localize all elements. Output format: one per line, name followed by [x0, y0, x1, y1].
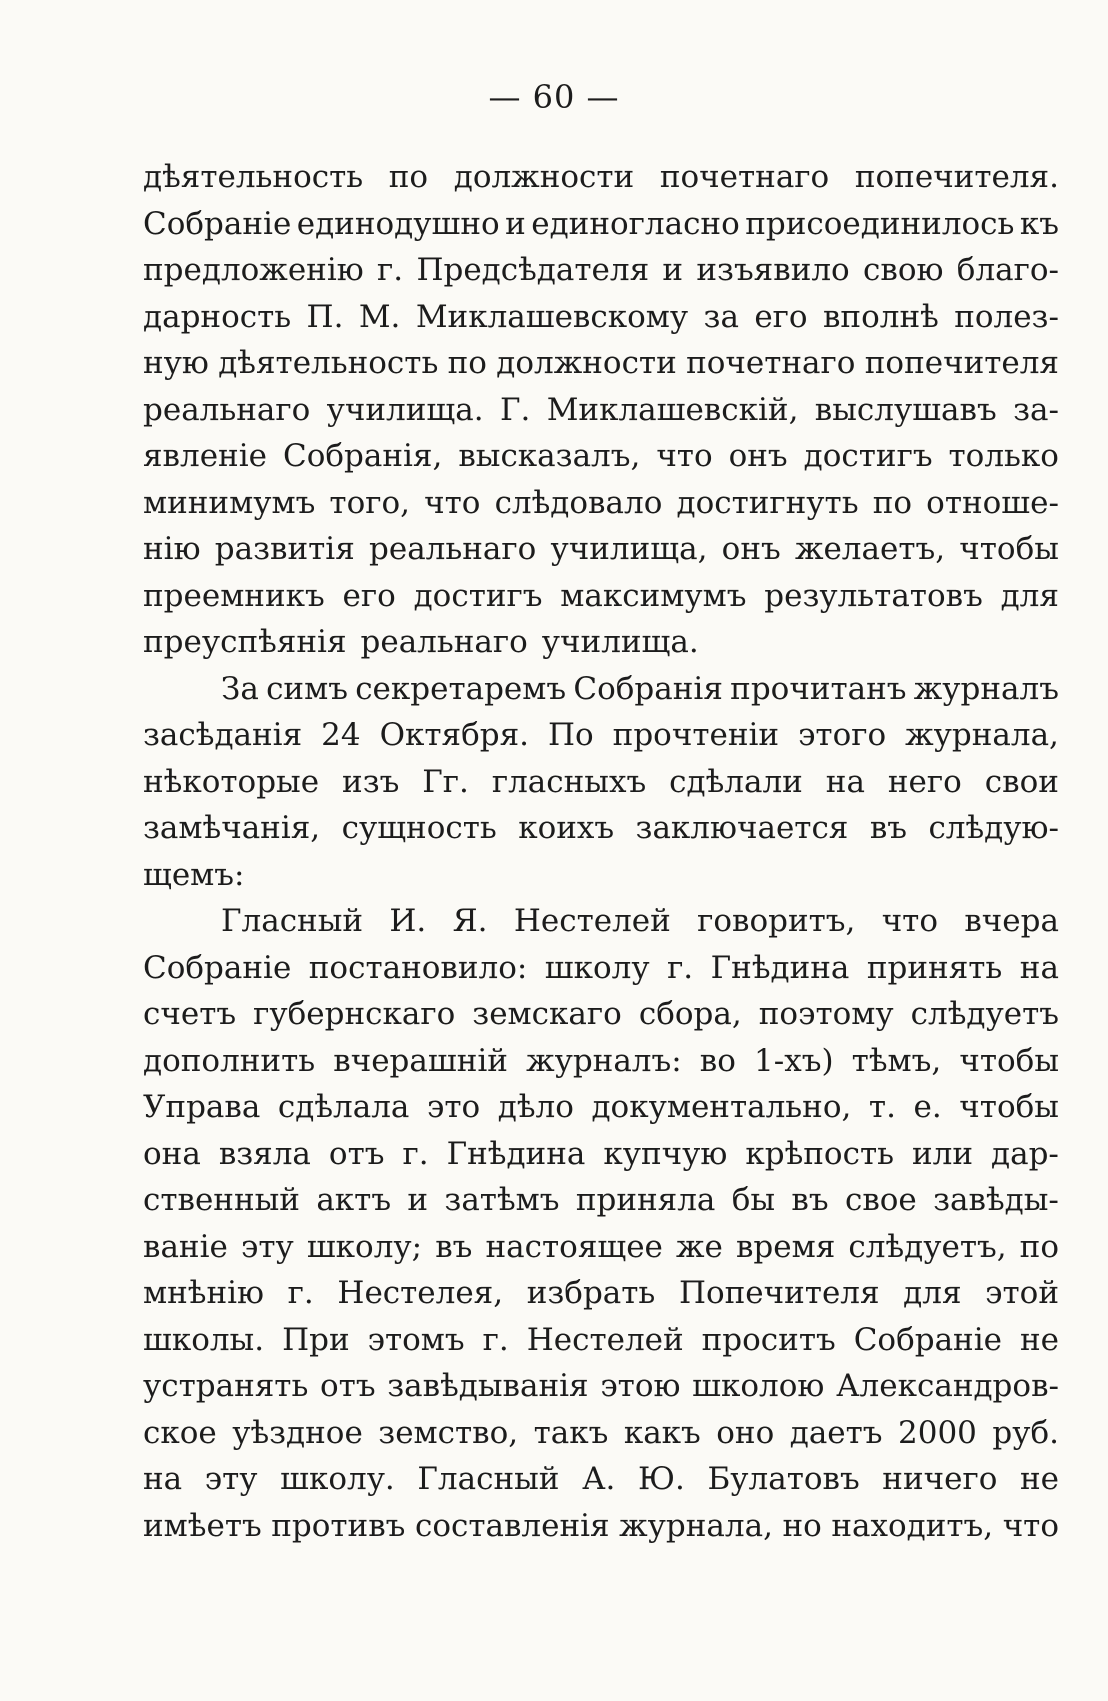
page-number: — 60 —: [488, 78, 620, 116]
text-line: [143, 1084, 1059, 1131]
word: вполнѣ: [822, 298, 939, 335]
word: на: [825, 763, 865, 800]
word: что: [424, 484, 481, 521]
word: проситъ: [701, 1321, 836, 1358]
word: крѣпость: [745, 1135, 894, 1172]
word: Собраніе: [853, 1321, 1002, 1358]
word: Собранія,: [282, 438, 443, 474]
word: выслушавъ: [814, 391, 997, 428]
word: нію: [143, 531, 201, 567]
text-line: [143, 201, 1059, 248]
word: училища.: [326, 391, 484, 428]
word: по: [872, 484, 913, 521]
word: свое: [844, 1182, 917, 1218]
word: засѣданія: [143, 717, 303, 753]
word: даетъ: [789, 1414, 883, 1451]
word: школу.: [280, 1461, 395, 1497]
word: и: [662, 252, 684, 288]
word: такъ: [533, 1414, 609, 1451]
word: на: [143, 1461, 183, 1497]
word: не: [1019, 1461, 1059, 1497]
word: сдѣлала: [277, 1089, 410, 1125]
word: достигнуть: [676, 484, 859, 521]
word: имѣетъ: [143, 1507, 262, 1544]
word: Ю.: [638, 1461, 685, 1497]
word: ничего: [882, 1461, 998, 1497]
word: А.: [582, 1461, 616, 1497]
word: онъ: [721, 531, 781, 567]
word: завѣды-: [933, 1182, 1059, 1218]
word: въ: [435, 1228, 473, 1265]
word: чтобы: [959, 1042, 1059, 1079]
word: почетнаго: [686, 345, 856, 381]
word: г.: [402, 1135, 429, 1172]
word: 2000: [898, 1414, 977, 1451]
word: единогласно: [531, 205, 740, 242]
word: по: [388, 159, 429, 195]
word: устранять: [143, 1368, 309, 1404]
word: почетнаго: [659, 159, 830, 195]
word: изъявило: [696, 252, 850, 288]
word: уѣздное: [232, 1414, 363, 1451]
word: не: [1019, 1321, 1059, 1358]
word: противъ: [271, 1507, 406, 1544]
word: Управа: [143, 1089, 261, 1125]
word: преемникъ: [143, 577, 325, 614]
word: актъ: [316, 1182, 392, 1218]
word: журналъ: [913, 670, 1059, 707]
word: реальнаго: [369, 531, 537, 567]
word: завѣдыванія: [387, 1368, 589, 1404]
word: П.: [306, 298, 344, 335]
word: слѣдовало: [494, 484, 663, 521]
word: Нестелей: [513, 903, 671, 939]
word: для: [1000, 577, 1059, 614]
word: бы: [731, 1182, 776, 1218]
word: купчую: [603, 1135, 728, 1172]
word: что: [656, 438, 713, 474]
word: результатовъ: [764, 577, 983, 614]
word: по: [447, 345, 487, 381]
word: полез-: [954, 298, 1059, 335]
word: дополнить: [143, 1042, 316, 1079]
word: единодушно: [296, 205, 500, 242]
word: секретаремъ: [355, 670, 567, 707]
word: этого: [798, 717, 887, 753]
word: для: [903, 1275, 962, 1311]
word: дарность: [143, 298, 292, 335]
word: по: [1019, 1228, 1059, 1265]
text-line: [143, 526, 1059, 573]
word: или: [911, 1135, 974, 1172]
word: мнѣнію: [143, 1275, 265, 1311]
word: Предсѣдателя: [416, 252, 650, 288]
word: свои: [984, 763, 1059, 800]
word: него: [887, 763, 962, 800]
text-line: [143, 1503, 1059, 1550]
word: симъ: [266, 670, 348, 707]
word: настоящее: [485, 1228, 663, 1265]
word: его: [754, 298, 808, 335]
word: слѣдуетъ,: [848, 1228, 1007, 1265]
word: вчера: [964, 903, 1059, 939]
word: и: [407, 1182, 429, 1218]
word: коихъ: [518, 810, 615, 846]
word: За: [221, 670, 259, 707]
text-line: [143, 247, 1059, 294]
word: изъ: [342, 763, 400, 800]
word: т.: [868, 1089, 896, 1125]
text-line: [143, 154, 1059, 201]
word: того,: [329, 484, 410, 521]
word: ваніе: [143, 1228, 228, 1265]
word: и: [505, 205, 526, 242]
word: е.: [913, 1089, 942, 1125]
word: Александров-: [836, 1368, 1059, 1404]
word: въ: [869, 810, 907, 846]
word: Попечителя: [678, 1275, 880, 1311]
text-line: [143, 619, 1059, 666]
word: Миклашевскій,: [546, 391, 799, 428]
word: Гласный: [417, 1461, 560, 1497]
word: благо-: [956, 252, 1059, 288]
word: этою: [600, 1368, 681, 1404]
word: чтобы: [959, 531, 1059, 567]
word: 1-хъ): [754, 1042, 834, 1079]
word: Миклашевскому: [415, 298, 689, 335]
word: Я.: [452, 903, 488, 939]
word: какъ: [623, 1414, 701, 1451]
word: отноше-: [926, 484, 1059, 521]
word: 24: [321, 717, 361, 753]
word: Нестелея,: [337, 1275, 504, 1311]
word: только: [948, 438, 1059, 474]
text-line: [143, 1224, 1059, 1271]
word: попечителя.: [854, 159, 1059, 195]
text-line: [143, 1456, 1059, 1503]
text-line: [143, 852, 1059, 899]
word: же: [676, 1228, 723, 1265]
word: къ: [1019, 205, 1059, 242]
word: постановило:: [308, 949, 528, 986]
word: эту: [204, 1461, 258, 1497]
text-line: [143, 294, 1059, 341]
word: И.: [389, 903, 427, 939]
word: попечителя: [864, 345, 1059, 381]
word: губернскаго: [253, 996, 456, 1032]
word: оно: [716, 1414, 775, 1451]
word: школы.: [143, 1321, 265, 1358]
word: что: [1002, 1507, 1059, 1544]
word: реальнаго: [143, 391, 311, 428]
word: минимумъ: [143, 484, 316, 521]
word: онъ: [728, 438, 788, 474]
word: избрать: [526, 1275, 656, 1311]
word: заключается: [635, 810, 849, 846]
word: тѣмъ,: [851, 1042, 942, 1079]
word: По: [547, 717, 594, 753]
text-line: [143, 1317, 1059, 1364]
word: затѣмъ: [444, 1182, 560, 1218]
word: М.: [358, 298, 401, 335]
word: это: [426, 1089, 481, 1125]
text-line: [143, 1038, 1059, 1085]
word: ское: [143, 1414, 217, 1451]
word: училища,: [550, 531, 708, 567]
text-line: [143, 666, 1059, 713]
word: она: [143, 1135, 201, 1172]
word: должности: [496, 345, 677, 381]
word: время: [735, 1228, 836, 1265]
word: Гг.: [422, 763, 469, 800]
word: свою: [863, 252, 944, 288]
word: преуспѣянія: [143, 624, 347, 660]
word: слѣдую-: [928, 810, 1059, 846]
word: поэтому: [758, 996, 894, 1032]
word: Октября.: [379, 717, 529, 753]
word: ную: [143, 345, 209, 381]
word: школу;: [306, 1228, 423, 1265]
word: желаетъ,: [794, 531, 946, 567]
word: приняла: [575, 1182, 716, 1218]
text-line: [143, 1131, 1059, 1178]
text-line: [143, 712, 1059, 759]
text-line: [143, 433, 1059, 480]
word: Собранія: [573, 670, 723, 707]
word: земство,: [378, 1414, 519, 1451]
word: слѣдуетъ: [910, 996, 1059, 1032]
word: щемъ:: [143, 856, 245, 893]
text-line: [143, 573, 1059, 620]
word: но: [782, 1507, 822, 1544]
word: его: [342, 577, 396, 614]
word: въ: [791, 1182, 829, 1218]
word: Булатовъ: [707, 1461, 860, 1497]
word: говоритъ,: [697, 903, 856, 939]
word: сущность: [341, 810, 497, 846]
word: земскаго: [472, 996, 622, 1032]
word: во: [699, 1042, 736, 1079]
text-line: [143, 1363, 1059, 1410]
word: журнала,: [905, 717, 1059, 753]
word: Нестелей: [526, 1321, 684, 1358]
word: дѣло: [497, 1089, 574, 1125]
word: за-: [1013, 391, 1059, 428]
word: прочтеніи: [612, 717, 780, 753]
word: сдѣлали: [669, 763, 803, 800]
word: журнала,: [619, 1507, 773, 1544]
word: Собраніе: [143, 205, 292, 242]
word: дѣятельность: [143, 159, 364, 195]
word: дѣятельность: [218, 345, 439, 381]
word: развитія: [214, 531, 355, 567]
word: руб.: [992, 1414, 1059, 1451]
word: прочитанъ: [730, 670, 907, 707]
word: ственный: [143, 1182, 300, 1218]
word: Г.: [499, 391, 531, 428]
word: отъ: [320, 1368, 376, 1404]
word: При: [282, 1321, 350, 1358]
text-line: [143, 1410, 1059, 1457]
word: училища.: [541, 624, 699, 660]
word: чтобы: [959, 1089, 1059, 1125]
text-line: [143, 759, 1059, 806]
text-line: [143, 805, 1059, 852]
text-line: [143, 387, 1059, 434]
word: г.: [377, 252, 404, 288]
word: Гнѣдина: [710, 949, 850, 986]
word: школу: [544, 949, 650, 986]
word: Гласный: [221, 903, 364, 939]
word: Собраніе: [143, 949, 292, 986]
text-line: [143, 340, 1059, 387]
text-line: [143, 1177, 1059, 1224]
word: отъ: [328, 1135, 385, 1172]
word: Гнѣдина: [446, 1135, 586, 1172]
word: этомъ: [367, 1321, 465, 1358]
word: документально,: [591, 1089, 852, 1125]
word: сбора,: [638, 996, 742, 1032]
word: гласныхъ: [491, 763, 647, 800]
word: принять: [866, 949, 1003, 986]
word: г.: [667, 949, 694, 986]
word: г.: [287, 1275, 314, 1311]
word: школою: [692, 1368, 825, 1404]
word: эту: [240, 1228, 294, 1265]
word: журналъ:: [526, 1042, 682, 1079]
word: дар-: [991, 1135, 1059, 1172]
word: счетъ: [143, 996, 237, 1032]
word: на: [1019, 949, 1059, 986]
word: предложенію: [143, 252, 364, 288]
word: составленія: [414, 1507, 610, 1544]
word: нѣкоторые: [143, 763, 320, 800]
word: взяла: [218, 1135, 311, 1172]
word: максимумъ: [560, 577, 747, 614]
text-line: [143, 898, 1059, 945]
body-text: [143, 154, 1059, 1549]
word: реальнаго: [360, 624, 528, 660]
word: достигъ: [803, 438, 933, 474]
text-line: [143, 1270, 1059, 1317]
word: высказалъ,: [458, 438, 641, 474]
text-line: [143, 991, 1059, 1038]
word: г.: [482, 1321, 509, 1358]
word: должности: [453, 159, 635, 195]
word: присоединилось: [745, 205, 1015, 242]
word: за: [703, 298, 739, 335]
word: достигъ: [413, 577, 543, 614]
text-line: [143, 945, 1059, 992]
word: вчерашній: [333, 1042, 508, 1079]
word: находитъ,: [831, 1507, 994, 1544]
word: замѣчанія,: [143, 810, 321, 846]
word: явленіе: [143, 438, 267, 474]
word: этой: [985, 1275, 1059, 1311]
word: что: [881, 903, 938, 939]
text-line: [143, 480, 1059, 527]
